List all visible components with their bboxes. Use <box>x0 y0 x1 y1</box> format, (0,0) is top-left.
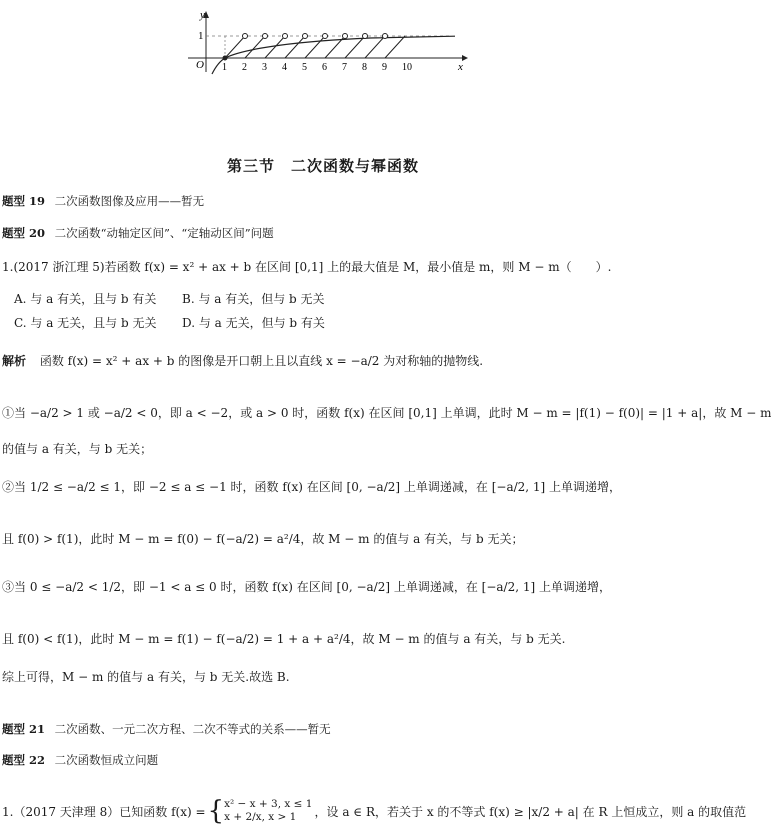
x-axis-label: x <box>458 61 463 73</box>
topic-22 <box>2 752 158 768</box>
solution-intro-line <box>2 352 483 369</box>
topic-19-label: 题型 19 <box>2 194 46 208</box>
origin-label: O <box>196 59 204 71</box>
start-point <box>223 56 228 61</box>
x-tick-label: 6 <box>322 62 327 73</box>
x-tick-label: 2 <box>242 62 247 73</box>
x-tick-label: 7 <box>342 62 347 73</box>
left-brace-icon: { <box>207 796 225 826</box>
topic-21-label: 题型 21 <box>2 722 46 736</box>
solution-case-3-line-1: ③当 0 ≤ −a/2 < 1/2，即 −1 < a ≤ 0 时，函数 f(x) 在区间 [0, −a/2] 上单调递减，在 [−a/2, 1] 上单调递增， <box>2 580 611 594</box>
problem-1-option-d: D. 与 a 无关，但与 b 有关 <box>182 316 325 330</box>
topic-19 <box>2 193 204 209</box>
problem-2-stem-before: 1.（2017 天津理 8）已知函数 f(x) = <box>2 804 206 819</box>
x-tick-label: 4 <box>282 62 287 73</box>
x-tick-label: 5 <box>302 62 307 73</box>
solution-case-2-line-1: ②当 1/2 ≤ −a/2 ≤ 1，即 −2 ≤ a ≤ −1 时，函数 f(x) 在区间 [0, −a/2] 上单调递减，在 [−a/2, 1] 上单调递增， <box>2 480 622 494</box>
topic-22-label: 题型 22 <box>2 753 46 767</box>
topic-20-text: 二次函数“动轴定区间”、“定轴动区间”问题 <box>54 226 274 240</box>
problem-1-stem: 1.(2017 浙江理 5)若函数 f(x) = x² + ax + b 在区间 [0,1] 上的最大值是 M，最小值是 m，则 M − m（ ）. <box>2 260 612 274</box>
solution-intro: 函数 f(x) = x² + ax + b 的图像是开口朝上且以直线 x = −a/2 为对称轴的抛物线. <box>39 354 484 368</box>
solution-case-1-line-1: ①当 −a/2 > 1 或 −a/2 < 0，即 a < −2，或 a > 0 时，函数 f(x) 在区间 [0,1] 上单调，此时 M − m = |f(1) − f(0)| = |1 + a|，故 M − m <box>2 406 771 420</box>
problem-1-option-c: C. 与 a 无关，且与 b 无关 <box>14 316 157 330</box>
solution-case-1-line-2: 的值与 a 有关，与 b 无关； <box>2 442 153 456</box>
log-curve <box>212 36 455 74</box>
x-tick-label: 1 <box>222 62 227 73</box>
x-tick-label: 8 <box>362 62 367 73</box>
problem-1-option-b: B. 与 a 有关，但与 b 无关 <box>182 292 325 306</box>
y-axis-label: y <box>200 9 205 21</box>
section-title: 第三节 二次函数与幂函数 <box>227 157 420 175</box>
piece-1: x² − x + 3, x ≤ 1 <box>224 798 313 810</box>
solution-case-2-line-2: 且 f(0) > f(1)，此时 M − m = f(0) − f(−a/2) = a²/4，故 M − m 的值与 a 有关，与 b 无关； <box>2 532 524 546</box>
topic-21-text: 二次函数、一元二次方程、二次不等式的关系——暂无 <box>54 722 331 736</box>
topic-19-text: 二次函数图像及应用——暂无 <box>54 194 205 208</box>
solution-case-3-line-2: 且 f(0) < f(1)，此时 M − m = f(1) − f(−a/2) = 1 + a + a²/4，故 M − m 的值与 a 有关，与 b 无关. <box>2 632 566 646</box>
topic-20 <box>2 225 274 241</box>
problem-1-option-a: A. 与 a 有关，且与 b 有关 <box>14 292 157 306</box>
x-tick-label: 10 <box>402 62 412 73</box>
x-tick-label: 9 <box>382 62 387 73</box>
sawtooth-segments <box>225 34 405 59</box>
problem-2-line <box>2 797 746 825</box>
y-tick-label: 1 <box>198 30 204 42</box>
function-graph <box>170 8 470 78</box>
solution-label: 解析 <box>2 354 27 368</box>
topic-21 <box>2 721 331 737</box>
graph-svg <box>170 8 470 74</box>
x-axis-arrow <box>462 55 468 61</box>
x-tick-label: 3 <box>262 62 267 73</box>
topic-22-text: 二次函数恒成立问题 <box>54 753 159 767</box>
piece-2: x + 2/x, x > 1 <box>224 811 297 823</box>
problem-2-stem-after: ，设 a ∈ R，若关于 x 的不等式 f(x) ≥ |x/2 + a| 在 R 上恒成立，则 a 的取值范 <box>314 804 747 819</box>
x-tick-labels <box>222 62 412 73</box>
solution-conclusion: 综上可得，M − m 的值与 a 有关，与 b 无关.故选 B. <box>2 670 290 684</box>
piecewise-brace <box>208 797 313 825</box>
piecewise-cases <box>224 797 312 825</box>
topic-20-label: 题型 20 <box>2 226 46 240</box>
